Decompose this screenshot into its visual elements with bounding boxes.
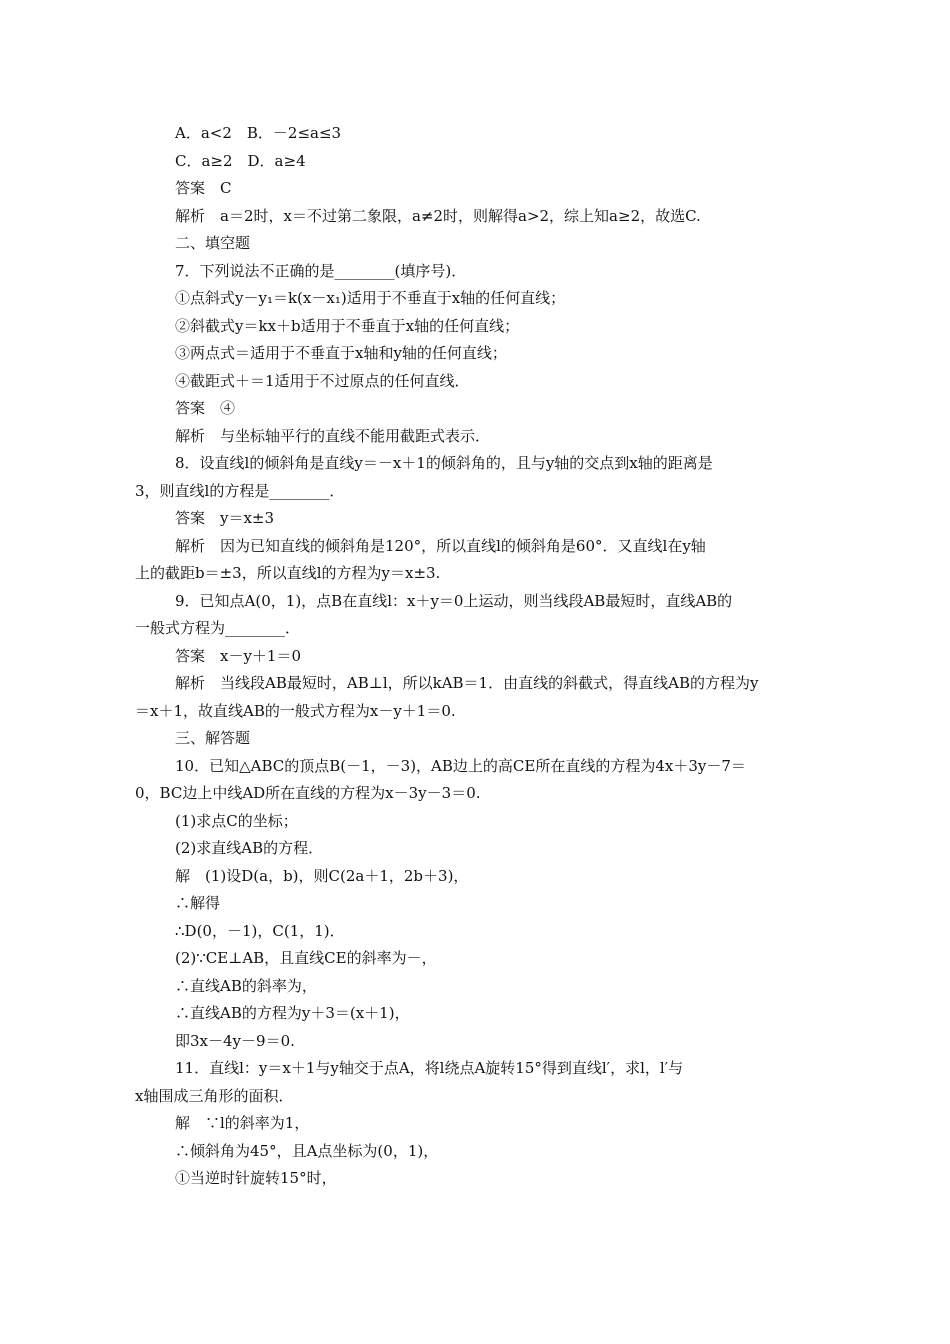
section-heading: 三、解答题 [175,729,251,747]
text-line: C．a≥2 D．a≥4 [175,152,306,170]
text-line: 答案 C [175,179,232,197]
text-line: A．a<2 B．－2≤a≤3 [175,124,342,142]
question-9: 9．已知点A(0，1)，点B在直线l：x＋y＝0上运动，则当线段AB最短时，直线AB的 [175,592,733,610]
question-10: 10．已知△ABC的顶点B(－1，－3)，AB边上的高CE所在直线的方程为4x＋3y－7＝ [175,757,746,775]
text-line: 解析 a＝2时，x＝不过第二象限，a≠2时，则解得a>2，综上知a≥2，故选C. [175,207,701,225]
text-line: 一般式方程为________． [135,619,301,637]
text-line: 解析 当线段AB最短时，AB⊥l，所以kAB＝1．由直线的斜截式，得直线AB的方程为y [175,674,759,692]
text-line: ∴D(0，－1)，C(1，1)． [175,922,345,940]
text-line: ④截距式＋＝1适用于不过原点的任何直线． [175,372,470,390]
text-line: 3，则直线l的方程是________． [135,482,345,500]
text-line: ∴直线AB的斜率为， [175,977,317,995]
text-line: 答案 x－y＋1＝0 [175,647,302,665]
text-line: ∴直线AB的方程为y＋3＝(x＋1)， [175,1004,410,1022]
text-line: 解 ∵l的斜率为1， [175,1114,310,1132]
question-8: 8．设直线l的倾斜角是直线y＝－x＋1的倾斜角的，且与y轴的交点到x轴的距离是 [175,454,713,472]
text-line: 上的截距b＝±3，所以直线l的方程为y＝x±3. [135,564,441,582]
text-line: 答案 ④ [175,399,236,417]
text-line: (2)求直线AB的方程． [175,839,324,857]
text-line: ①当逆时针旋转15°时， [175,1169,337,1187]
section-heading: 二、填空题 [175,234,251,252]
text-line: 解 (1)设D(a，b)，则C(2a＋1，2b＋3)， [175,867,469,885]
text-line: 即3x－4y－9＝0. [175,1032,295,1050]
text-line: 0，BC边上中线AD所在直线的方程为x－3y－3＝0. [135,784,481,802]
text-line: ②斜截式y＝kx＋b适用于不垂直于x轴的任何直线； [175,317,520,335]
text-line: 解析 因为已知直线的倾斜角是120°，所以直线l的倾斜角是60°．又直线l在y轴 [175,537,706,555]
text-line: 解析 与坐标轴平行的直线不能用截距式表示． [175,427,491,445]
question-7: 7．下列说法不正确的是________(填序号)． [175,262,467,280]
text-line: (2)∵CE⊥AB，且直线CE的斜率为－， [175,949,437,967]
text-line: ∴解得 [175,894,221,912]
text-line: ＝x＋1，故直线AB的一般式方程为x－y＋1＝0. [135,702,456,720]
text-line: (1)求点C的坐标； [175,812,298,830]
text-line: ∴倾斜角为45°，且A点坐标为(0，1)， [175,1142,439,1160]
text-line: ③两点式＝适用于不垂直于x轴和y轴的任何直线； [175,344,507,362]
text-line: 答案 y＝x±3 [175,509,275,527]
text-line: ①点斜式y－y₁＝k(x－x₁)适用于不垂直于x轴的任何直线； [175,289,566,307]
question-11: 11．直线l：y＝x＋1与y轴交于点A，将l绕点A旋转15°得到直线l′，求l，l′与 [175,1059,684,1077]
text-line: x轴围成三角形的面积． [135,1087,294,1105]
